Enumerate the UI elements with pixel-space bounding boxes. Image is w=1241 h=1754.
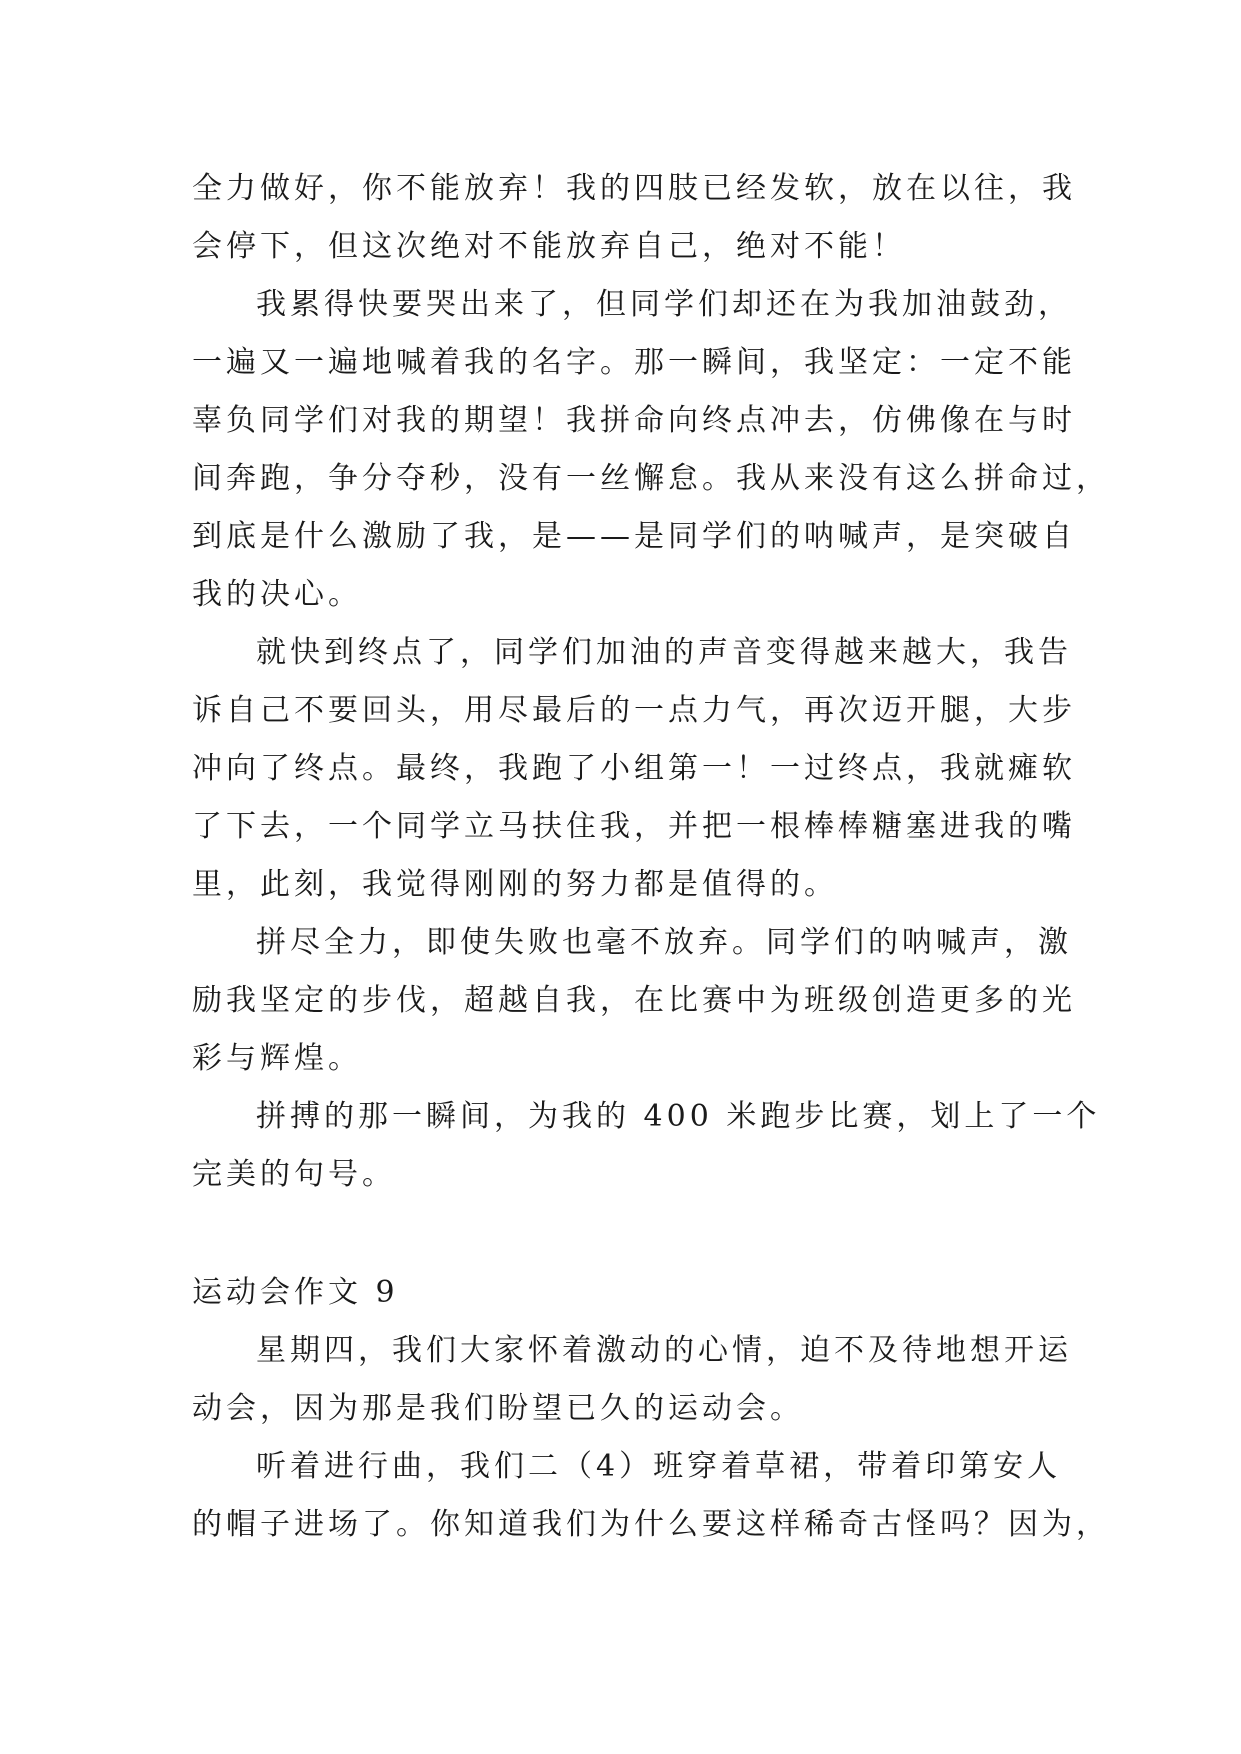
text-line: 我累得快要哭出来了，但同学们却还在为我加油鼓劲， (256, 287, 1072, 322)
text-line: 彩与辉煌。 (192, 1041, 362, 1076)
text-line: 动会，因为那是我们盼望已久的运动会。 (192, 1391, 804, 1426)
text-line: 了下去，一个同学立马扶住我，并把一根棒棒糖塞进我的嘴 (192, 809, 1076, 844)
document-page (192, 160, 1110, 1554)
paragraph-4 (192, 914, 1076, 1088)
text-line: 星期四，我们大家怀着激动的心情，迫不及待地想开运 (256, 1333, 1072, 1368)
paragraph-2 (192, 276, 1110, 624)
paragraph-6 (192, 1322, 1072, 1438)
text-line: 就快到终点了，同学们加油的声音变得越来越大，我告 (256, 635, 1072, 670)
text-line: 会停下，但这次绝对不能放弃自己，绝对不能！ (192, 229, 906, 264)
text-line: 到底是什么激励了我，是——是同学们的呐喊声，是突破自 (192, 519, 1076, 554)
text-line: 间奔跑，争分夺秒，没有一丝懈怠。我从来没有这么拼命过， (192, 461, 1110, 496)
paragraph-7 (192, 1438, 1110, 1554)
section-heading: 运动会作文 9 (192, 1275, 399, 1310)
text-line: 拼尽全力，即使失败也毫不放弃。同学们的呐喊声，激 (256, 925, 1072, 960)
text-line: 我的决心。 (192, 577, 362, 612)
text-line: 励我坚定的步伐，超越自我，在比赛中为班级创造更多的光 (192, 983, 1076, 1018)
text-line: 诉自己不要回头，用尽最后的一点力气，再次迈开腿，大步 (192, 693, 1076, 728)
text-line: 一遍又一遍地喊着我的名字。那一瞬间，我坚定：一定不能 (192, 345, 1076, 380)
text-line: 里，此刻，我觉得刚刚的努力都是值得的。 (192, 867, 838, 902)
text-line: 拼搏的那一瞬间，为我的 400 米跑步比赛，划上了一个 (256, 1099, 1101, 1134)
text-line: 辜负同学们对我的期望！我拼命向终点冲去，仿佛像在与时 (192, 403, 1076, 438)
paragraph-1 (192, 160, 1076, 276)
text-line: 听着进行曲，我们二（4）班穿着草裙，带着印第安人 (256, 1449, 1062, 1484)
paragraph-5 (192, 1088, 1101, 1204)
text-line: 全力做好，你不能放弃！我的四肢已经发软，放在以往，我 (192, 171, 1076, 206)
text-line: 完美的句号。 (192, 1157, 396, 1192)
paragraph-3 (192, 624, 1076, 914)
text-line: 冲向了终点。最终，我跑了小组第一！一过终点，我就瘫软 (192, 751, 1076, 786)
text-line: 的帽子进场了。你知道我们为什么要这样稀奇古怪吗？因为， (192, 1507, 1110, 1542)
section-spacer (192, 1204, 1052, 1264)
